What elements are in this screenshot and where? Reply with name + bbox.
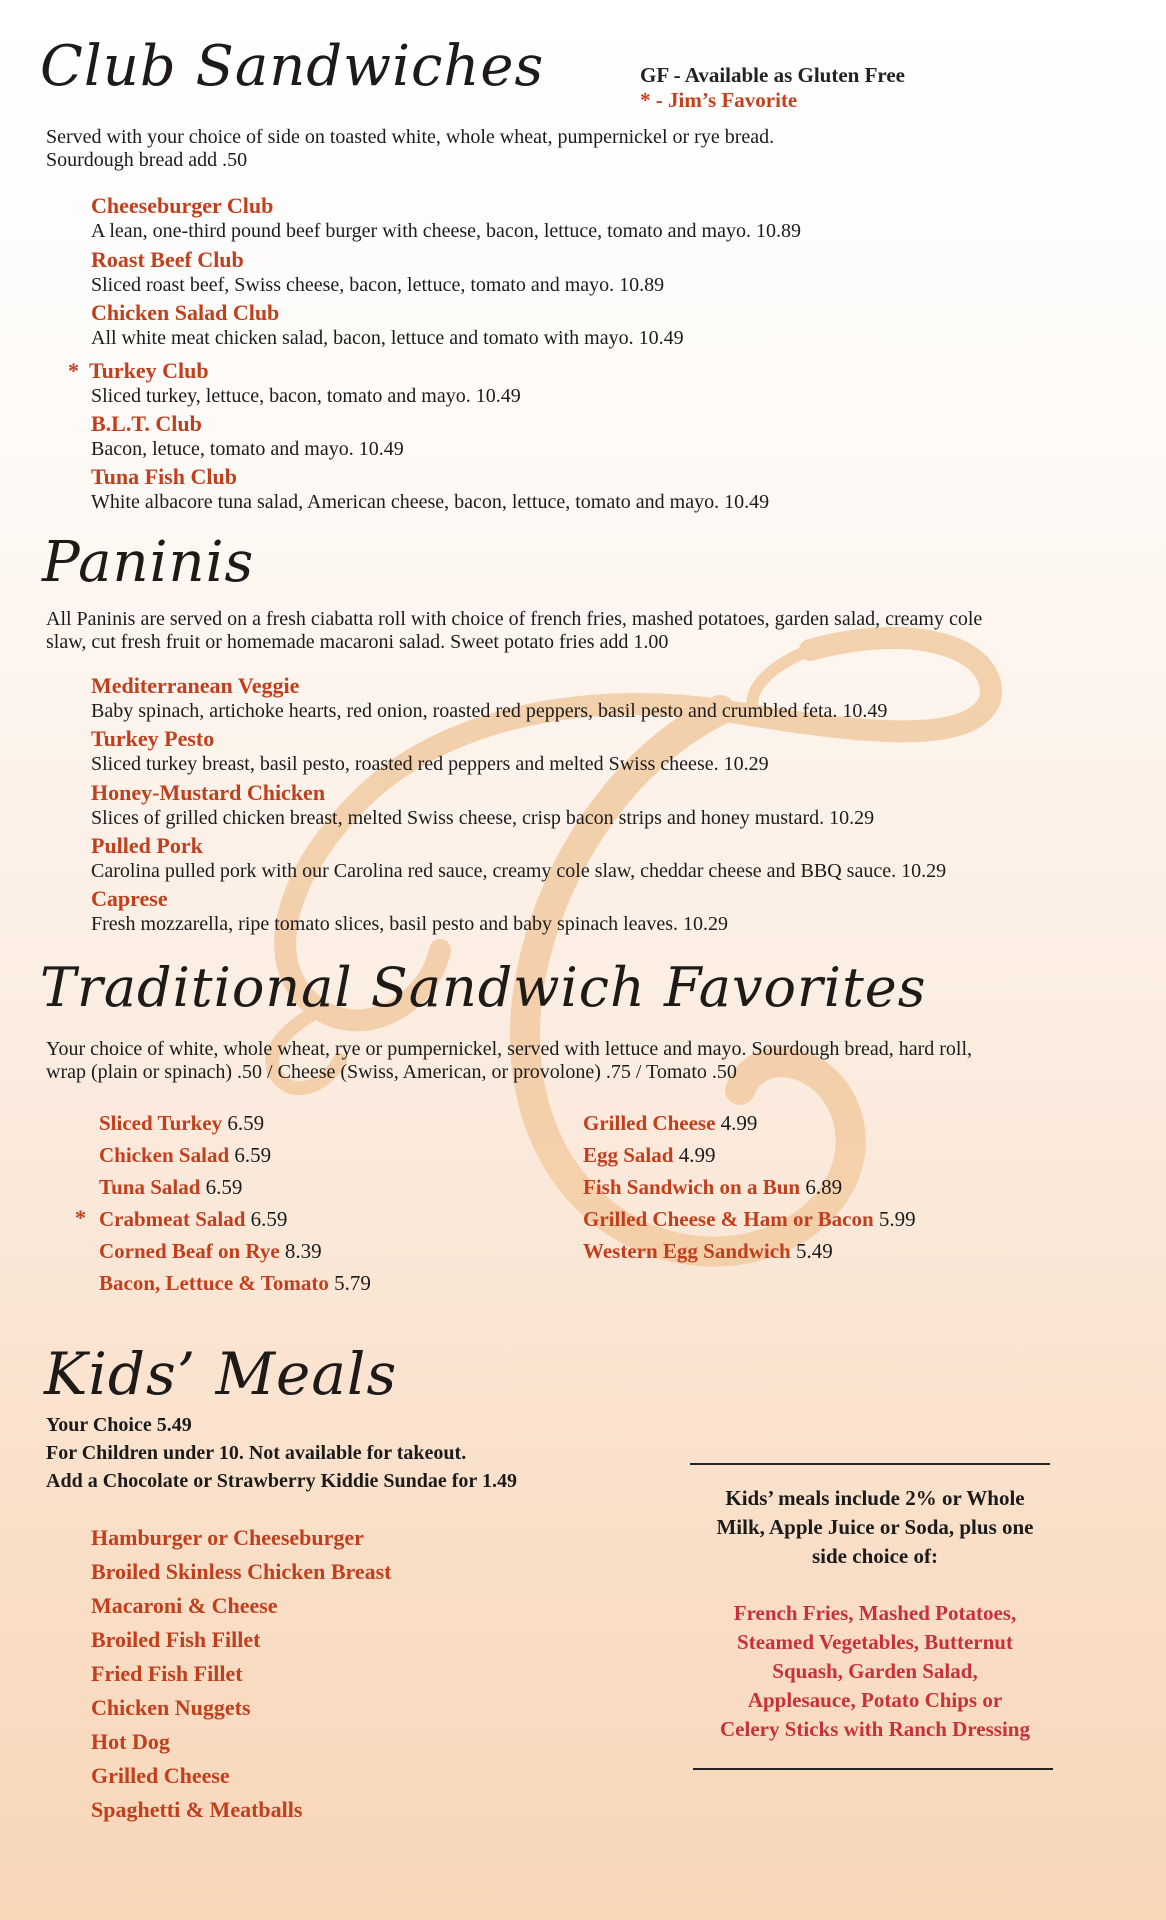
traditional-item <box>583 1107 916 1139</box>
traditional-item-name: Corned Beaf on Rye <box>99 1239 280 1263</box>
kids-item: Broiled Fish Fillet <box>91 1627 261 1652</box>
traditional-item-name: Fish Sandwich on a Bun <box>583 1175 801 1199</box>
traditional-item-name: Western Egg Sandwich <box>583 1239 791 1263</box>
club-item <box>91 464 769 514</box>
kids-item: Chicken Nuggets <box>91 1695 251 1720</box>
panini-item-desc: Baby spinach, artichoke hearts, red onion, roasted red peppers, basil pesto and crumbled feta. 10.49 <box>91 700 888 722</box>
club-item-desc: White albacore tuna salad, American cheese, bacon, lettuce, tomato and mayo. 10.49 <box>91 491 770 513</box>
traditional-item-price: 5.49 <box>795 1239 833 1263</box>
kids-box-top-rule <box>690 1463 1050 1465</box>
kids-box-bottom-rule <box>693 1768 1053 1770</box>
traditional-item-price: 8.39 <box>284 1239 322 1263</box>
club-item-name: Chicken Salad Club <box>91 300 280 325</box>
club-item-name: Tuna Fish Club <box>91 464 237 489</box>
traditional-item-price: 6.59 <box>205 1175 243 1199</box>
kids-item: Spaghetti & Meatballs <box>91 1797 303 1822</box>
traditional-item <box>99 1267 371 1299</box>
club-intro-line: Served with your choice of side on toasted white, whole wheat, pumpernickel or rye bread. <box>46 126 775 148</box>
paninis-intro-line: slaw, cut fresh fruit or homemade macaroni salad. Sweet potato fries add 1.00 <box>46 631 669 653</box>
kids-item: Grilled Cheese <box>91 1763 230 1788</box>
favorite-star: * <box>75 1205 86 1230</box>
kids-box-side-line: French Fries, Mashed Potatoes, <box>733 1601 1017 1625</box>
panini-item <box>91 886 728 936</box>
club-sandwiches-title: Club Sandwiches <box>40 34 545 99</box>
traditional-item-name: Crabmeat Salad <box>99 1207 246 1231</box>
traditional-item-price: 6.59 <box>250 1207 288 1231</box>
traditional-item-price: 5.79 <box>334 1271 371 1295</box>
paninis-intro <box>46 608 982 654</box>
traditional-intro-line: wrap (plain or spinach) .50 / Cheese (Swiss, American, or provolone) .75 / Tomato .50 <box>46 1061 737 1083</box>
traditional-item-name: Grilled Cheese <box>583 1111 716 1135</box>
menu-legend <box>640 63 905 113</box>
kids-box-side-line: Squash, Garden Salad, <box>772 1659 978 1683</box>
traditional-item-name: Egg Salad <box>583 1143 674 1167</box>
traditional-item <box>99 1203 371 1235</box>
kids-item: Hot Dog <box>91 1729 170 1754</box>
club-item <box>91 247 664 297</box>
kids-items-list <box>91 1521 392 1827</box>
kids-meals-title: Kids’ Meals <box>44 1340 398 1408</box>
paninis-title: Paninis <box>42 530 255 595</box>
traditional-item <box>583 1235 916 1267</box>
traditional-item <box>583 1203 916 1235</box>
traditional-item-price: 4.99 <box>678 1143 716 1167</box>
traditional-item <box>99 1139 371 1171</box>
panini-item-desc: Carolina pulled pork with our Carolina red sauce, creamy cole slaw, cheddar cheese and BBQ sauce. 10.29 <box>91 860 947 882</box>
traditional-item-name: Chicken Salad <box>99 1143 230 1167</box>
kids-box-side-line: Steamed Vegetables, Butternut <box>737 1630 1013 1654</box>
traditional-item <box>583 1171 916 1203</box>
club-item-name: Cheeseburger Club <box>91 193 274 218</box>
panini-item <box>91 726 769 776</box>
traditional-item-name: Bacon, Lettuce & Tomato <box>99 1271 329 1295</box>
club-item <box>91 300 684 350</box>
kids-info <box>46 1411 517 1495</box>
club-item-desc: Sliced roast beef, Swiss cheese, bacon, lettuce, tomato and mayo. 10.89 <box>91 274 665 296</box>
traditional-item <box>99 1171 371 1203</box>
traditional-item-name: Sliced Turkey <box>99 1111 223 1135</box>
kids-box-side-line: Applesauce, Potato Chips or <box>747 1688 1003 1712</box>
club-item-desc: Bacon, letuce, tomato and mayo. 10.49 <box>91 438 404 460</box>
club-item <box>91 411 404 461</box>
panini-item-name: Honey-Mustard Chicken <box>91 780 326 805</box>
favorite-star: * <box>68 358 79 383</box>
kids-box-includes <box>660 1484 1090 1571</box>
traditional-intro <box>46 1038 972 1084</box>
club-intro <box>46 126 774 172</box>
traditional-item-price: 6.59 <box>227 1111 265 1135</box>
panini-item-name: Caprese <box>91 886 168 911</box>
traditional-item-price: 4.99 <box>720 1111 758 1135</box>
traditional-item-name: Tuna Salad <box>99 1175 201 1199</box>
kids-item: Broiled Skinless Chicken Breast <box>91 1559 392 1584</box>
panini-item-name: Pulled Pork <box>91 833 203 858</box>
kids-box-side-choices <box>660 1599 1090 1744</box>
traditional-item <box>99 1235 371 1267</box>
club-item <box>89 358 521 408</box>
panini-item <box>91 673 887 723</box>
kids-box-line: Kids’ meals include 2% or Whole <box>725 1486 1025 1510</box>
club-item-name: B.L.T. Club <box>91 411 202 436</box>
traditional-item <box>583 1139 916 1171</box>
kids-box-line: Milk, Apple Juice or Soda, plus one <box>716 1515 1034 1539</box>
panini-item-name: Mediterranean Veggie <box>91 673 300 698</box>
kids-restriction: For Children under 10. Not available for takeout. <box>46 1442 467 1464</box>
kids-price: Your Choice 5.49 <box>46 1414 192 1436</box>
club-item-desc: A lean, one-third pound beef burger with cheese, bacon, lettuce, tomato and mayo. 10.89 <box>91 220 801 242</box>
panini-item-desc: Sliced turkey breast, basil pesto, roasted red peppers and melted Swiss cheese. 10.29 <box>91 753 769 775</box>
traditional-left-column <box>99 1107 371 1299</box>
club-item <box>91 193 801 243</box>
panini-item <box>91 833 946 883</box>
club-item-name: Turkey Club <box>89 358 209 383</box>
club-intro-line: Sourdough bread add .50 <box>46 149 248 171</box>
traditional-item-price: 6.89 <box>805 1175 843 1199</box>
traditional-right-column <box>583 1107 916 1267</box>
gluten-free-legend: GF - Available as Gluten Free <box>640 63 906 87</box>
club-item-name: Roast Beef Club <box>91 247 244 272</box>
traditional-title: Traditional Sandwich Favorites <box>40 956 927 1019</box>
traditional-item-price: 5.99 <box>878 1207 916 1231</box>
panini-item-name: Turkey Pesto <box>91 726 215 751</box>
traditional-intro-line: Your choice of white, whole wheat, rye or pumpernickel, served with lettuce and mayo. Sourdough bread, hard roll, <box>46 1038 973 1060</box>
panini-item-desc: Slices of grilled chicken breast, melted Swiss cheese, crisp bacon strips and honey mustard. 10.29 <box>91 807 875 829</box>
club-item-desc: Sliced turkey, lettuce, bacon, tomato and mayo. 10.49 <box>91 385 521 407</box>
paninis-intro-line: All Paninis are served on a fresh ciabatta roll with choice of french fries, mashed potatoes, garden salad, creamy cole <box>46 608 983 630</box>
traditional-item-price: 6.59 <box>234 1143 272 1167</box>
kids-box-side-line: Celery Sticks with Ranch Dressing <box>720 1717 1030 1741</box>
panini-item <box>91 780 874 830</box>
favorite-legend: * - Jim’s Favorite <box>640 88 798 112</box>
kids-sundae-addon: Add a Chocolate or Strawberry Kiddie Sundae for 1.49 <box>46 1470 517 1492</box>
traditional-item <box>99 1107 371 1139</box>
kids-item: Hamburger or Cheeseburger <box>91 1525 364 1550</box>
kids-box-line: side choice of: <box>812 1544 938 1568</box>
kids-item: Macaroni & Cheese <box>91 1593 278 1618</box>
kids-item: Fried Fish Fillet <box>91 1661 243 1686</box>
traditional-item-name: Grilled Cheese & Ham or Bacon <box>583 1207 874 1231</box>
panini-item-desc: Fresh mozzarella, ripe tomato slices, basil pesto and baby spinach leaves. 10.29 <box>91 913 729 935</box>
club-item-desc: All white meat chicken salad, bacon, lettuce and tomato with mayo. 10.49 <box>91 327 684 349</box>
